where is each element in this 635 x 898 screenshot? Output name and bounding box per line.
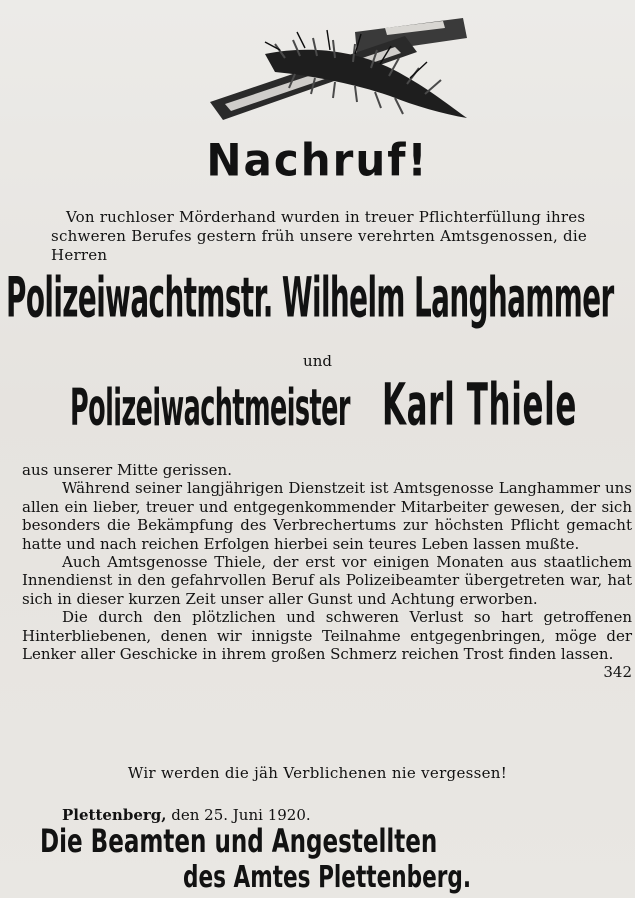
date: den 25. Juni 1920. — [171, 806, 311, 824]
paragraph-3-text: Die durch den plötzlichen und schweren Verlust so hart getroffenen Hinterbliebenen, denen wir innigste Teilnahme entgegenbringen, möge der Lenker aller Geschicke in ihrem großen Schmerz reichen Trost finden lassen. — [22, 608, 632, 664]
signature-line-1: Die Beamten und Angestellten — [40, 822, 438, 860]
conjunction-und: und — [303, 352, 332, 370]
name-langhammer: Polizeiwachtmstr. Wilhelm Langhammer — [6, 265, 614, 331]
paragraph-3 — [22, 608, 632, 682]
intro-line-1: Von ruchloser Mörderhand wurden in treuer Pflichterfüllung ihres — [66, 208, 586, 226]
paragraph-2: Auch Amtsgenosse Thiele, der erst vor einigen Monaten aus staatlichem Innendienst in den gefahrvollen Beruf als Polizeibeamter übergetreten war, hat sich in dieser kurzen Zeit unser aller Gunst und Achtung erworben. — [22, 553, 632, 608]
signature-line-2: des Amtes Plettenberg. — [183, 860, 472, 895]
closing-line: Wir werden die jäh Verblichenen nie vergessen! — [127, 764, 508, 782]
cross-palm-branch-icon — [205, 14, 475, 126]
intro-line-2: schweren Berufes gestern früh unsere verehrten Amtsgenossen, die Herren — [51, 227, 588, 264]
name-thiele: Karl Thiele — [382, 371, 577, 439]
intro-text — [51, 208, 635, 265]
print-number: 342 — [603, 663, 632, 682]
rank-thiele: Polizeiwachtmeister — [70, 379, 350, 438]
page-title: Nachruf! — [206, 134, 429, 187]
place: Plettenberg, — [62, 806, 167, 824]
paragraph-0: aus unserer Mitte gerissen. — [22, 461, 232, 479]
body-text — [22, 461, 632, 682]
paragraph-1: Während seiner langjährigen Dienstzeit ist Amtsgenosse Langhammer uns allen ein lieber, treuer und entgegenkommender Mitarbeiter gewesen, der sich besonders die Bekämpfung des Verbrechertums zur höchsten Pflicht gemacht hatte und nach reichen Erfolgen hierbei sein teures Leben lassen mußte. — [22, 479, 632, 553]
